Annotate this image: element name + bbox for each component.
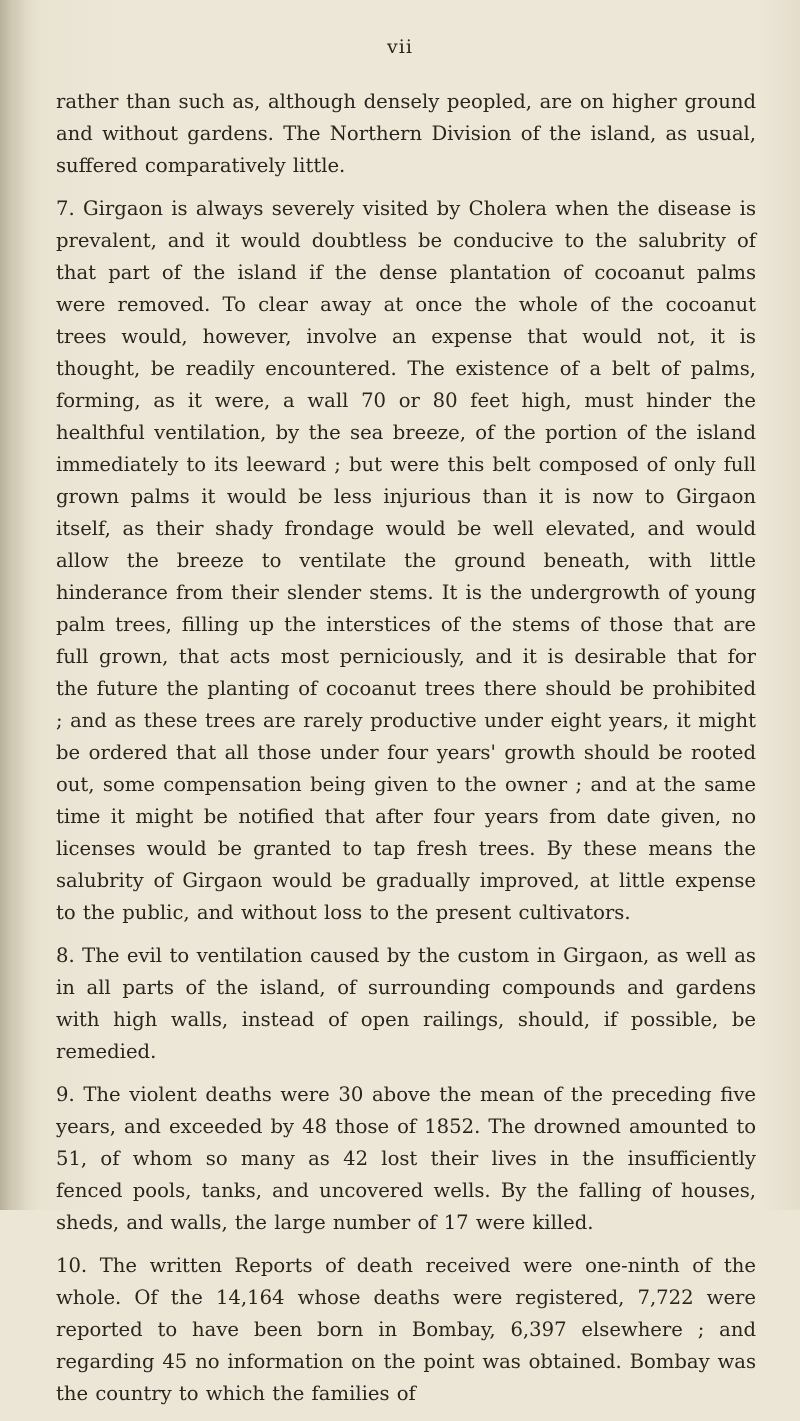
page-number: vii: [387, 36, 413, 58]
page-body: [56, 86, 756, 1421]
paragraph-10: 10. The written Reports of death received were one-ninth of the whole. Of the 14,164 whose deaths were registered, 7,722 were reported to have been born in Bombay, 6,397 elsewhere ; and regarding 45 no information on the point was obtained. Bombay was the country to which the families of: [56, 1254, 756, 1405]
paragraph-9: 9. The violent deaths were 30 above the mean of the preceding five years, and exceeded by 48 those of 1852. The drowned amounted to 51, of whom so many as 42 lost their lives in the insufficiently fenced pools, tanks, and uncovered wells. By the falling of houses, sheds, and walls, the large number of 17 were killed.: [56, 1083, 756, 1234]
paragraph-continuation: rather than such as, although densely peopled, are on higher ground and without gardens. The Northern Division of the island, as usual, suffered comparatively little.: [56, 90, 756, 177]
paragraph-7: 7. Girgaon is always severely visited by Cholera when the disease is prevalent, and it would doubtless be conducive to the salubrity of that part of the island if the dense plantation of cocoanut palms were removed. To clear away at once the whole of the cocoanut trees would, however, involve an expense that would not, it is thought, be readily encountered. The existence of a belt of palms, forming, as it were, a wall 70 or 80 feet high, must hinder the healthful ventilation, by the sea breeze, of the portion of the island immediately to its leeward ; but were this belt composed of only full grown palms it would be less injurious than it is now to Girgaon itself, as their shady frondage would be well elevated, and would allow the breeze to ventilate the ground beneath, with little hinderance from their slender stems. It is the undergrowth of young palm trees, filling up the interstices of the stems of those that are full grown, that acts most perniciously, and it is desirable that for the future the planting of cocoanut trees there should be prohibited ; and as these trees are rarely productive under eight years, it might be ordered that all those under four years' growth should be rooted out, some compensation being given to the owner ; and at the same time it might be notified that after four years from date given, no licenses would be granted to tap fresh trees. By these means the salubrity of Girgaon would be gradually improved, at little expense to the public, and without loss to the present cultivators.: [56, 197, 756, 924]
binding-gutter: [0, 0, 26, 1210]
paragraph-8: 8. The evil to ventilation caused by the custom in Girgaon, as well as in all parts of the island, of surrounding compounds and gardens with high walls, instead of open railings, should, if possible, be remedied.: [56, 944, 756, 1063]
